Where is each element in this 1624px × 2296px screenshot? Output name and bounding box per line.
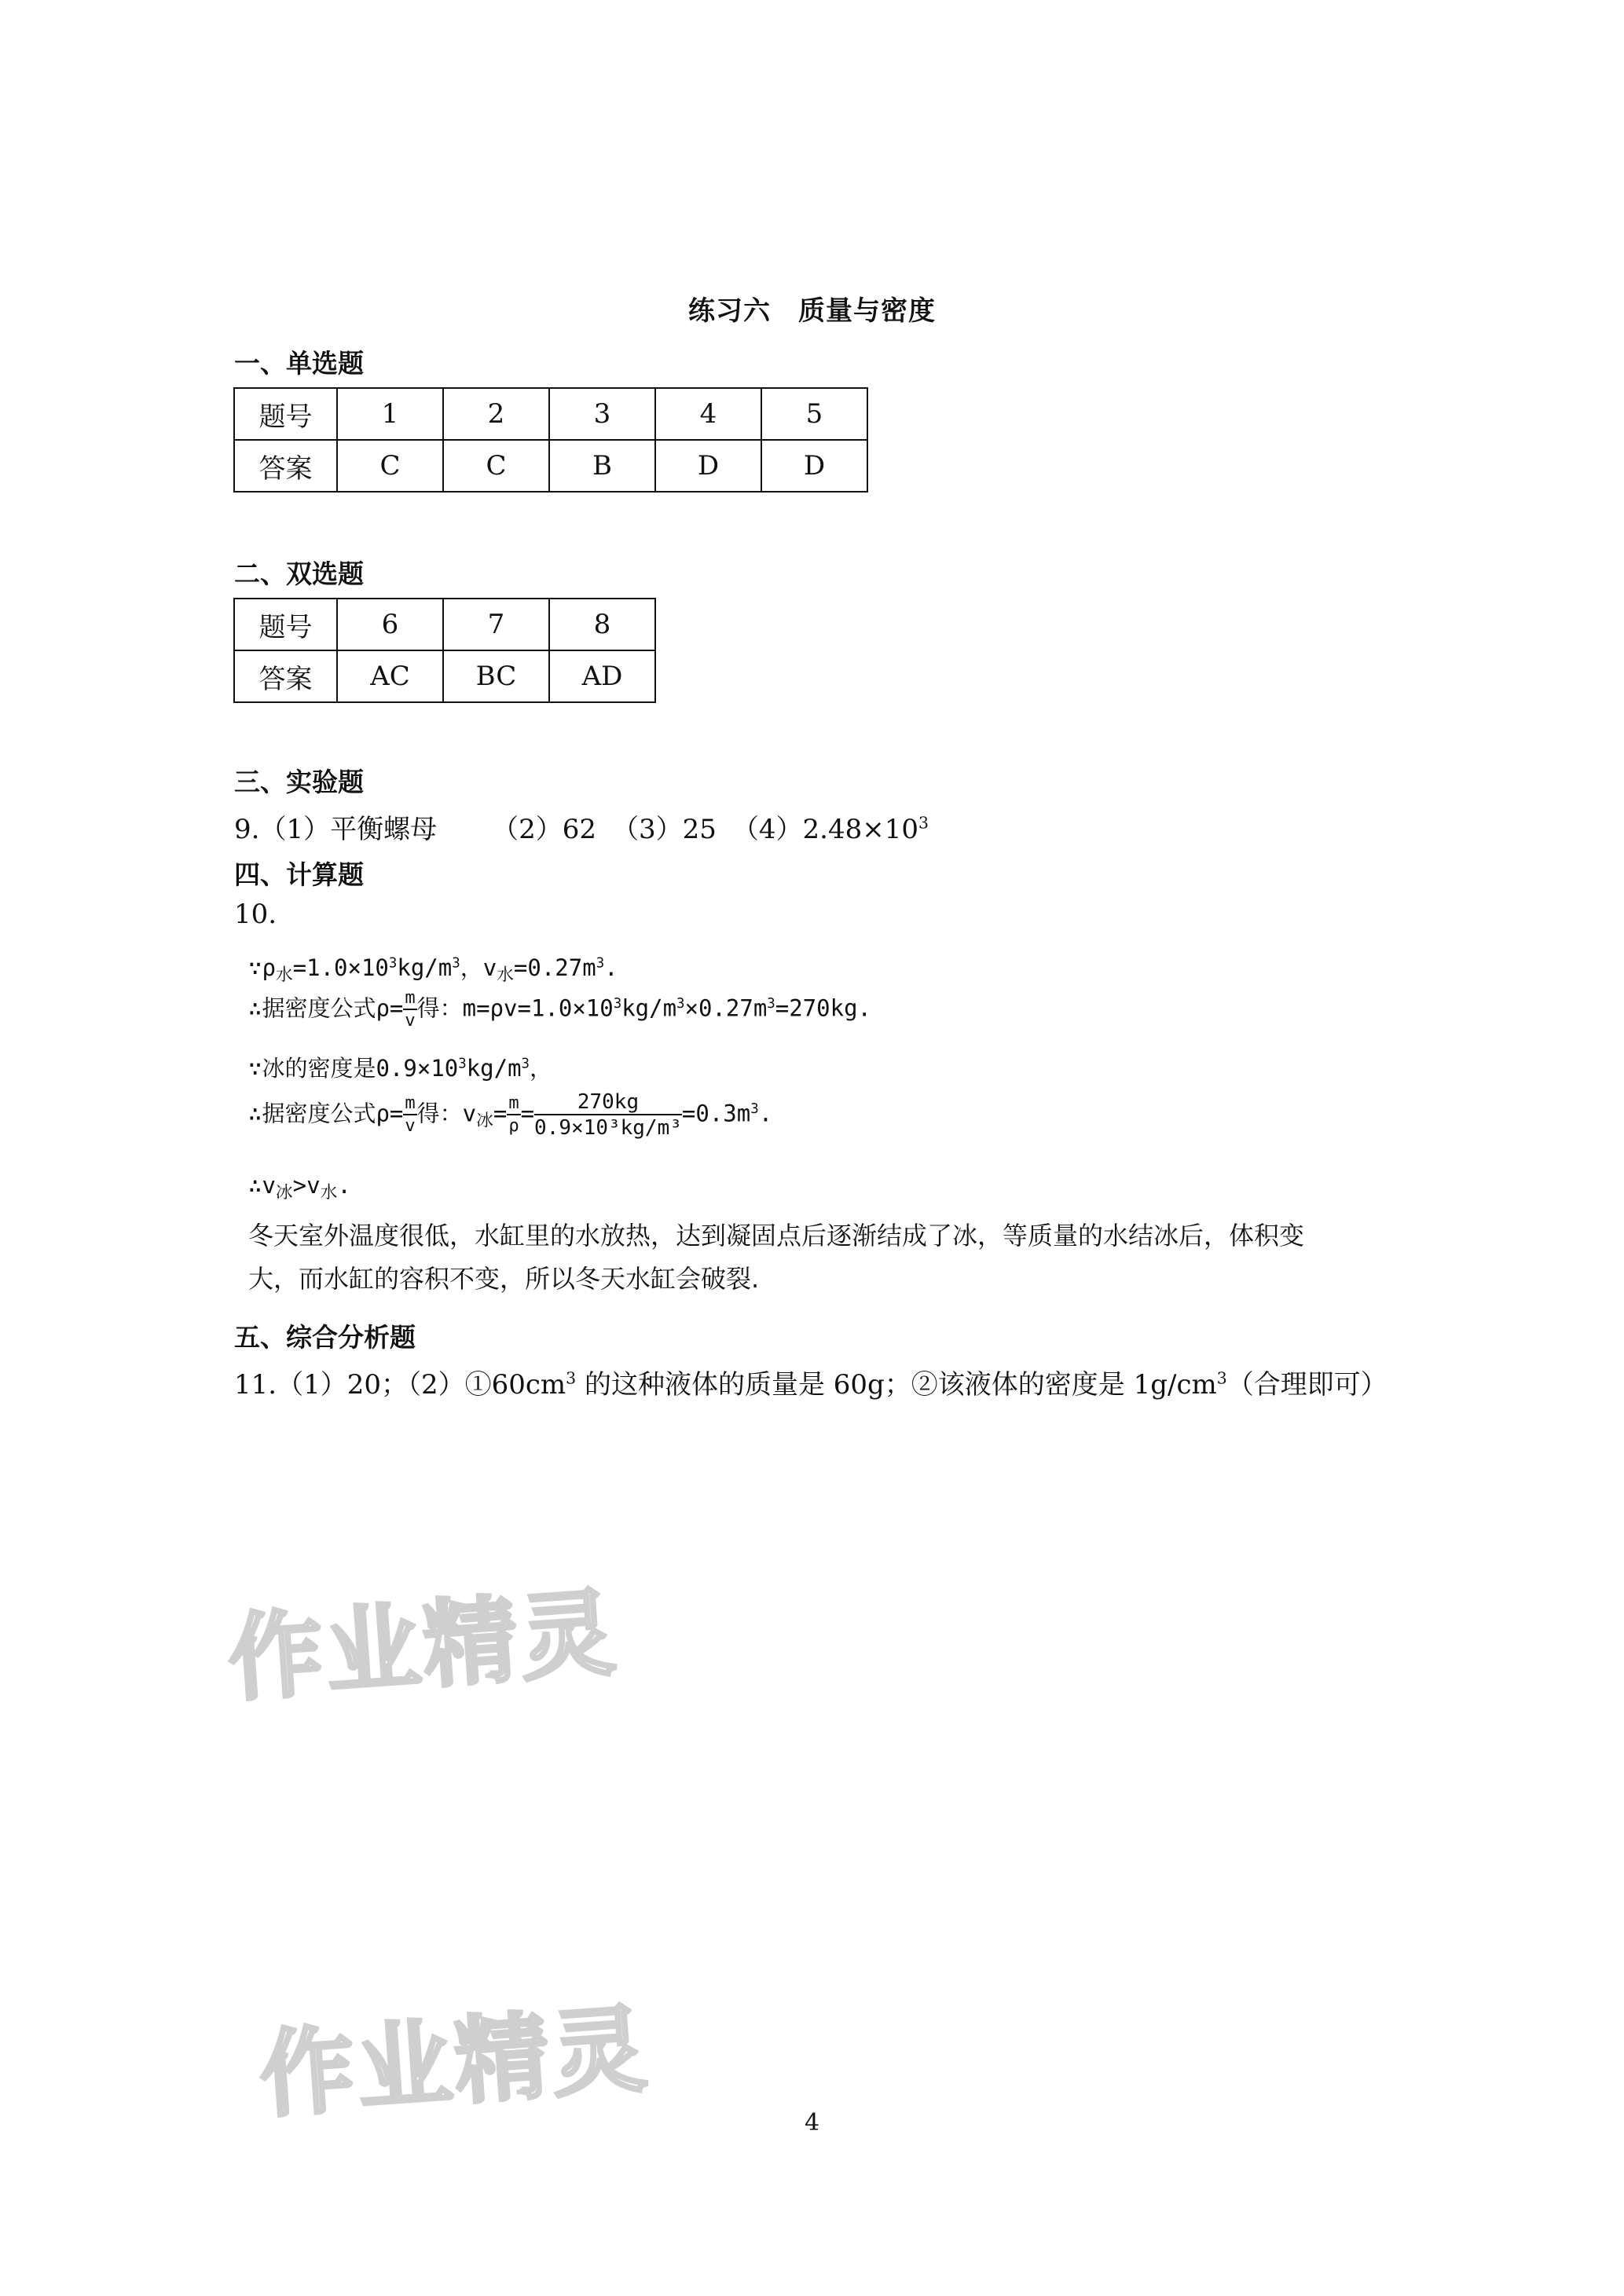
q9-part4: （4）2.48×10 [731, 814, 918, 845]
section-calculation: 四、计算题 [234, 859, 364, 890]
text: . [758, 1100, 773, 1127]
text: 得：v [416, 1100, 477, 1127]
table-cell: 6 [337, 599, 443, 650]
text: ∴据密度公式ρ= [248, 1100, 404, 1127]
text: 得：m=ρv=1.0×10 [416, 994, 614, 1022]
fraction [403, 990, 416, 1030]
q9-part2: （2）62 [492, 814, 596, 845]
table-cell: BC [443, 650, 549, 702]
section-experiment: 三、实验题 [234, 767, 364, 797]
page-number: 4 [804, 2109, 820, 2137]
q10-line-4 [248, 1092, 772, 1138]
text: 11.（1）20；（2）①60cm [234, 1369, 566, 1401]
text: . [604, 954, 618, 981]
exponent: 3 [1216, 1368, 1227, 1388]
text: ∴v [248, 1172, 276, 1199]
q10-number: 10. [234, 899, 277, 930]
text: =0.27m [513, 954, 596, 981]
table-cell: AD [549, 650, 655, 702]
fraction-denominator: v [405, 1011, 416, 1031]
table-cell: 8 [549, 599, 655, 650]
exponent: 3 [918, 813, 929, 833]
table-row [234, 440, 867, 492]
answer-table-double [233, 598, 656, 703]
fraction-denominator: v [405, 1116, 416, 1136]
exponent: 3 [566, 1368, 577, 1388]
table-cell: 7 [443, 599, 549, 650]
text: =0.3m [681, 1100, 751, 1127]
table-row [234, 650, 655, 702]
text: ∴据密度公式ρ= [248, 994, 404, 1022]
text: kg/m [397, 954, 453, 981]
subscript: 冰 [476, 1111, 493, 1131]
fraction-denominator: ρ [508, 1116, 519, 1136]
table-cell: B [549, 440, 655, 492]
q10-line-5 [248, 1172, 351, 1203]
table-cell: 题号 [234, 599, 337, 650]
fraction [403, 1095, 416, 1135]
table-row [234, 599, 655, 650]
text: = [520, 1100, 535, 1127]
table-cell: 2 [443, 388, 549, 440]
text: kg/m [466, 1055, 522, 1082]
exponent: 3 [613, 995, 622, 1012]
table-row [234, 388, 867, 440]
text: =270kg. [775, 994, 871, 1022]
text: （合理即可） [1226, 1369, 1388, 1401]
text: = [493, 1100, 508, 1127]
section-double-choice: 二、双选题 [234, 558, 364, 589]
text: kg/m [621, 994, 677, 1022]
watermark: 作业精灵 [225, 1578, 621, 1716]
fraction-numerator: m [403, 1095, 416, 1115]
q9-part3: （3）25 [611, 814, 717, 845]
table-cell: 答案 [234, 440, 337, 492]
text: >v [292, 1172, 321, 1199]
subscript: 冰 [275, 1183, 293, 1203]
q11-answer [234, 1363, 1388, 1401]
fraction-numerator: 270kg [534, 1092, 682, 1115]
fraction-numerator: m [403, 990, 416, 1010]
text: ， [530, 1055, 553, 1082]
table-cell: 3 [549, 388, 655, 440]
exponent: 3 [452, 955, 460, 972]
table-cell: 题号 [234, 388, 337, 440]
table-cell: 5 [761, 388, 867, 440]
exponent: 3 [676, 995, 685, 1012]
table-cell: C [443, 440, 549, 492]
text: ×0.27m [684, 994, 768, 1022]
fraction [534, 1092, 682, 1138]
exponent: 3 [458, 1056, 467, 1072]
q9-part1: 9.（1）平衡螺母 [234, 814, 438, 845]
text: ∵ρ [248, 954, 276, 981]
section-analysis: 五、综合分析题 [234, 1322, 416, 1353]
q10-line-3 [248, 1051, 552, 1083]
text: ，v [460, 954, 497, 981]
exponent: 3 [388, 955, 398, 972]
exponent: 3 [596, 955, 605, 972]
fraction-denominator: 0.9×10³kg/m³ [534, 1116, 682, 1140]
subscript: 水 [497, 965, 514, 985]
section-single-choice: 一、单选题 [234, 348, 364, 379]
table-cell: D [655, 440, 761, 492]
watermark: 作业精灵 [256, 1994, 653, 2132]
table-cell: 1 [337, 388, 443, 440]
fraction-numerator: m [507, 1095, 520, 1115]
subscript: 水 [275, 965, 293, 985]
table-cell: 答案 [234, 650, 337, 702]
q10-line-6: 冬天室外温度很低，水缸里的水放热，达到凝固点后逐渐结成了冰，等质量的水结冰后，体积变 [248, 1221, 1305, 1251]
exponent: 3 [750, 1100, 759, 1117]
table-cell: AC [337, 650, 443, 702]
text: =1.0×10 [292, 954, 389, 981]
page-title: 练习六 质量与密度 [688, 295, 936, 327]
q9-answer [234, 807, 929, 846]
table-cell: C [337, 440, 443, 492]
fraction [507, 1095, 520, 1135]
subscript: 水 [320, 1183, 338, 1203]
q10-line-7: 大，而水缸的容积不变，所以冬天水缸会破裂. [248, 1264, 760, 1294]
text: . [337, 1172, 351, 1199]
text: ∵冰的密度是0.9×10 [248, 1055, 459, 1082]
table-cell: 4 [655, 388, 761, 440]
exponent: 3 [767, 995, 775, 1012]
table-cell: D [761, 440, 867, 492]
text: 的这种液体的质量是 60g；②该液体的密度是 1g/cm [576, 1369, 1217, 1401]
q10-line-2 [248, 990, 871, 1030]
q10-line-1 [248, 950, 618, 983]
exponent: 3 [521, 1056, 530, 1072]
answer-table-single [233, 387, 868, 493]
